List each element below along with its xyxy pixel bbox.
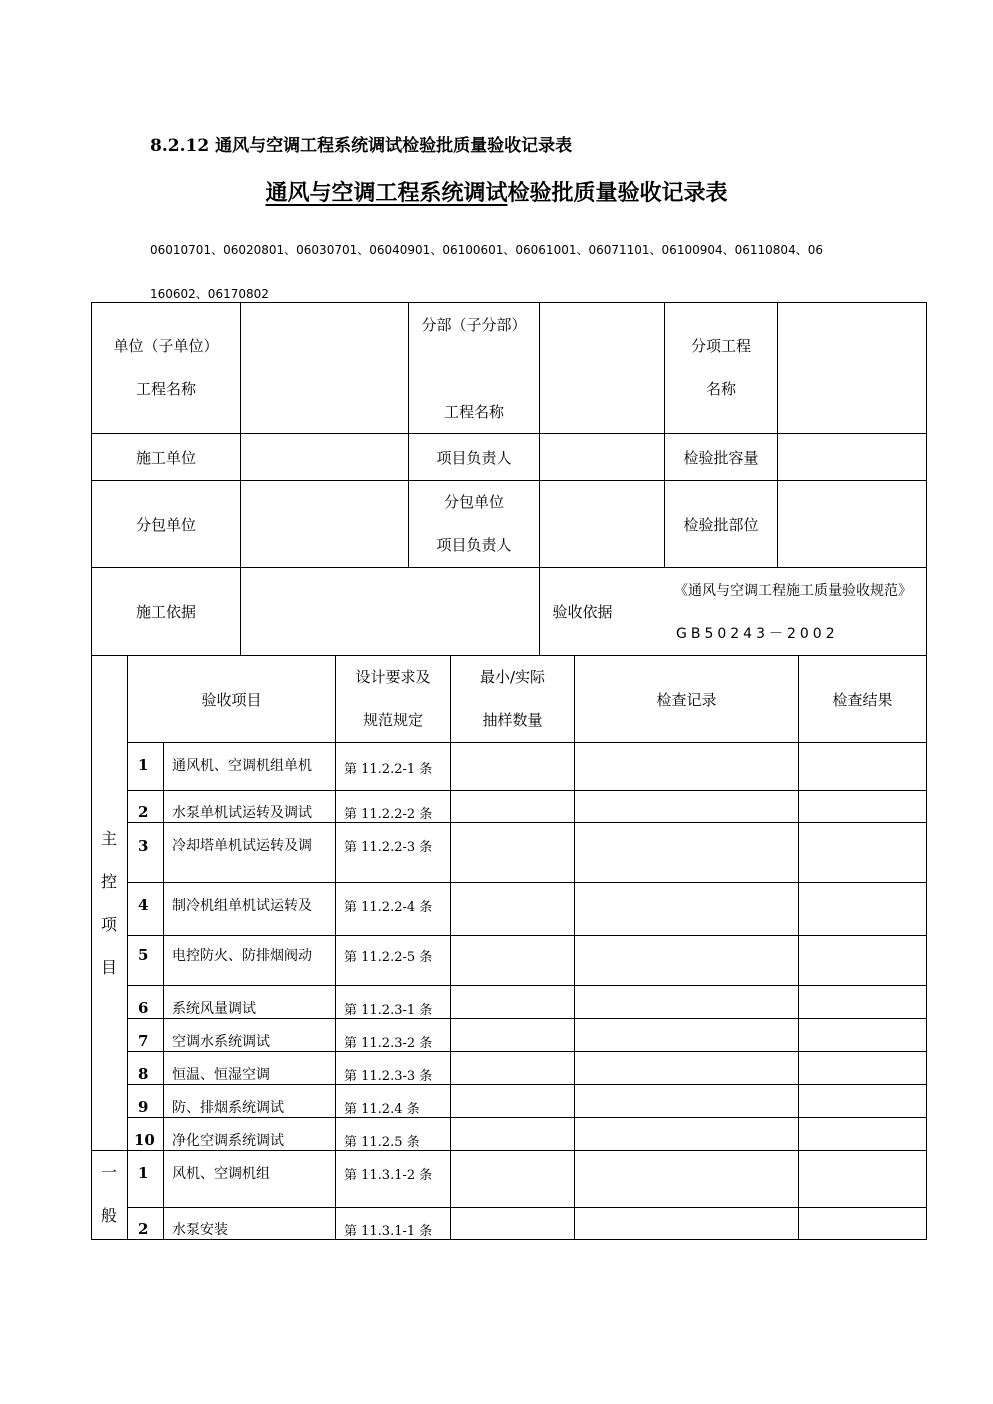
main-control-label [92, 817, 126, 989]
row-item: 空调水系统调试 [172, 1034, 270, 1050]
division-label-line1: 分部（子分部） [421, 316, 527, 334]
row-item: 恒温、恒湿空调 [172, 1067, 270, 1083]
row-item: 通风机、空调机组单机 [172, 758, 312, 774]
standard-code: GB50243－2002 [676, 626, 839, 642]
row-number: 4 [138, 896, 149, 914]
row-item: 电控防火、防排烟阀动 [172, 948, 312, 964]
sub-leader-label [409, 481, 539, 567]
row-ref: 第 11.2.2-1 条 [344, 762, 433, 777]
row-ref: 第 11.2.2-3 条 [344, 840, 433, 855]
row-ref: 第 11.2.3-1 条 [344, 1003, 433, 1018]
subcontractor-label: 分包单位 [135, 515, 196, 534]
row-item: 防、排烟系统调试 [172, 1100, 284, 1116]
form-title-underlined: 通风与空调工程系统调试 [265, 180, 508, 206]
section-heading: 8.2.12 通风与空调工程系统调试检验批质量验收记录表 [150, 136, 573, 156]
col-sample-line1: 最小/实际 [479, 668, 546, 686]
row-ref: 第 11.2.4 条 [344, 1102, 420, 1117]
codes-line-1: 06010701、06020801、06030701、06040901、06100601、06061001、06071101、06100904、06110804、06 [150, 243, 823, 257]
form-title-rest: 检验批质量验收记录表 [507, 180, 728, 206]
row-number: 10 [134, 1131, 155, 1149]
general-char: 般 [100, 1206, 117, 1225]
unit-name-line1: 单位（子单位） [113, 337, 219, 355]
acceptance-basis-label: 验收依据 [552, 603, 613, 621]
batch-location-label: 检验批部位 [683, 515, 759, 534]
main-control-char: 目 [100, 958, 117, 977]
row-ref: 第 11.3.1-2 条 [344, 1168, 433, 1183]
project-leader-label: 项目负责人 [436, 448, 512, 467]
row-item: 水泵安装 [172, 1222, 228, 1238]
col-design [336, 656, 450, 742]
row-number: 2 [138, 803, 149, 821]
row-number: 2 [138, 1220, 149, 1238]
row-number: 5 [138, 946, 149, 964]
row-number: 1 [138, 756, 149, 774]
unit-name-line2: 工程名称 [135, 380, 196, 398]
col-sample [451, 656, 574, 742]
row-number: 9 [138, 1098, 149, 1116]
general-label [92, 1151, 126, 1237]
subitem-line1: 分项工程 [690, 337, 751, 355]
subitem-label [665, 325, 777, 411]
row-ref: 第 11.3.1-1 条 [344, 1224, 433, 1239]
row-ref: 第 11.2.5 条 [344, 1135, 420, 1150]
row-number: 8 [138, 1065, 149, 1083]
row-item: 风机、空调机组 [172, 1166, 270, 1182]
sub-leader-line2: 项目负责人 [436, 536, 512, 554]
main-control-char: 项 [100, 915, 117, 934]
row-ref: 第 11.2.3-2 条 [344, 1036, 433, 1051]
unit-name-label [92, 325, 240, 411]
row-number: 7 [138, 1032, 149, 1050]
construction-basis-label: 施工依据 [135, 603, 196, 621]
col-design-line1: 设计要求及 [355, 668, 431, 686]
row-item: 冷却塔单机试运转及调 [172, 838, 312, 854]
row-item: 系统风量调试 [172, 1001, 256, 1017]
contractor-label: 施工单位 [135, 448, 196, 467]
sub-leader-line1: 分包单位 [443, 493, 504, 511]
row-item: 水泵单机试运转及调试 [172, 805, 312, 821]
col-design-line2: 规范规定 [362, 711, 423, 729]
general-char: 一 [100, 1163, 117, 1182]
standard-name: 《通风与空调工程施工质量验收规范》 [674, 583, 912, 599]
main-control-char: 主 [100, 829, 117, 848]
batch-capacity-label: 检验批容量 [683, 448, 759, 467]
row-ref: 第 11.2.3-3 条 [344, 1069, 433, 1084]
row-ref: 第 11.2.2-2 条 [344, 807, 433, 822]
col-result: 检查结果 [832, 690, 893, 709]
col-record: 检查记录 [656, 690, 717, 709]
col-sample-line2: 抽样数量 [482, 711, 543, 729]
subitem-line2: 名称 [705, 380, 736, 398]
codes-line-2: 160602、06170802 [150, 287, 269, 301]
row-number: 1 [138, 1164, 149, 1182]
col-item: 验收项目 [201, 690, 262, 709]
row-ref: 第 11.2.2-5 条 [344, 950, 433, 965]
main-control-char: 控 [100, 872, 117, 891]
row-ref: 第 11.2.2-4 条 [344, 900, 433, 915]
row-number: 3 [138, 837, 149, 855]
row-item: 净化空调系统调试 [172, 1133, 284, 1149]
row-item: 制冷机组单机试运转及 [172, 898, 312, 914]
row-number: 6 [138, 999, 149, 1017]
division-label-line2: 工程名称 [443, 403, 504, 421]
